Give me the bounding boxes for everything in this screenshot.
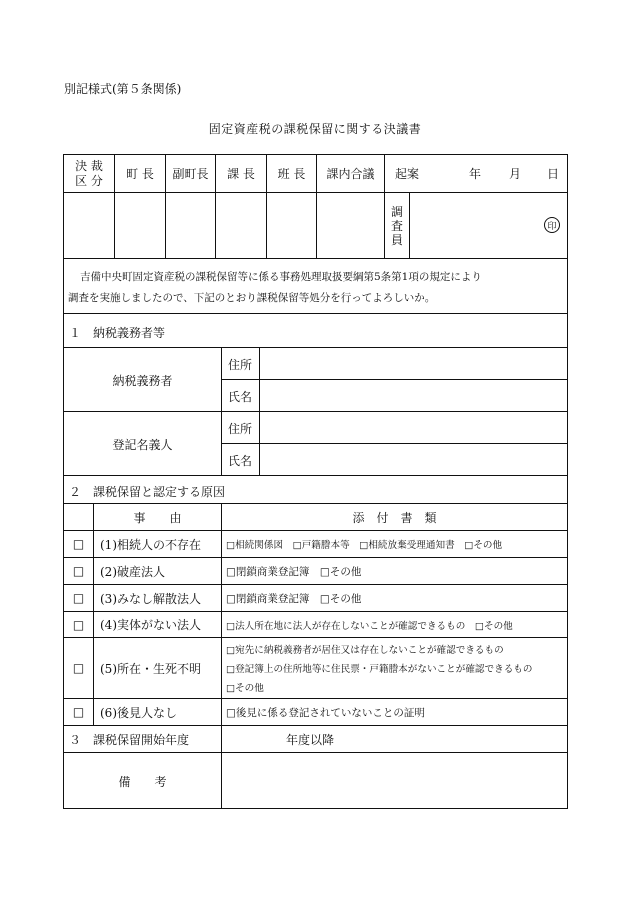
taxpayer-address-field[interactable] bbox=[260, 348, 567, 379]
reason-4-label: (4)実体がない法人 bbox=[93, 612, 221, 637]
mayor-header: 町 長 bbox=[114, 155, 165, 192]
approval-category-cell bbox=[64, 155, 114, 192]
reason-row-5 bbox=[64, 638, 567, 699]
reason-5-docs bbox=[221, 638, 567, 698]
reason-row-1 bbox=[64, 531, 567, 558]
remarks-label: 備 考 bbox=[118, 774, 167, 789]
investigator-char-3: 員 bbox=[390, 232, 403, 247]
investigator-label bbox=[384, 193, 409, 258]
taxpayer-name-label: 氏名 bbox=[228, 390, 253, 404]
reason-6-checkbox[interactable]: □ bbox=[72, 705, 85, 719]
intro-text-row bbox=[64, 259, 567, 314]
reason-row-6 bbox=[64, 699, 567, 726]
reason-5-doc-1[interactable]: □宛先に納税義務者が居住又は存在しないことが確認できるもの bbox=[226, 645, 504, 656]
day-label: 日 bbox=[547, 167, 560, 181]
reason-5-checkbox[interactable]: □ bbox=[72, 661, 85, 675]
reason-4-docs[interactable]: □法人所在地に法人が存在しないことが確認できるもの □その他 bbox=[221, 612, 567, 637]
resolution-form bbox=[63, 154, 568, 809]
reason-6-label: (6)後見人なし bbox=[93, 699, 221, 725]
reason-1-docs[interactable]: □相続関係図 □戸籍謄本等 □相続放棄受理通知書 □その他 bbox=[221, 531, 567, 557]
reason-4-checkbox[interactable]: □ bbox=[72, 617, 85, 632]
reason-3-checkbox[interactable]: □ bbox=[72, 591, 85, 605]
approval-category-label: 決 裁 bbox=[75, 158, 103, 173]
reason-5-label: (5)所在・生死不明 bbox=[93, 638, 221, 698]
document-title: 固定資産税の課税保留に関する決議書 bbox=[208, 122, 422, 136]
checkbox-column-header bbox=[64, 504, 93, 530]
team-leader-signature-box[interactable] bbox=[266, 193, 316, 258]
tax-reservation-start-year-field[interactable]: 年度以降 bbox=[221, 726, 567, 752]
approval-signature-row bbox=[64, 193, 567, 259]
taxpayer-name-field[interactable] bbox=[260, 380, 567, 411]
remarks-row bbox=[64, 753, 567, 809]
seal-mark-icon: 印 bbox=[544, 217, 560, 233]
registrant-address-field[interactable] bbox=[260, 412, 567, 443]
section-2-heading-row bbox=[64, 476, 567, 504]
section-chief-signature-box[interactable] bbox=[215, 193, 266, 258]
taxpayer-label: 納税義務者 bbox=[112, 373, 173, 388]
approval-header-row bbox=[64, 155, 567, 193]
investigator-char-1: 調 bbox=[390, 204, 403, 219]
year-label: 年 bbox=[469, 167, 482, 181]
registrant-label: 登記名義人 bbox=[112, 437, 173, 452]
section-1-body bbox=[64, 348, 567, 476]
section-chief-header: 課 長 bbox=[215, 155, 266, 192]
registrant-name-label: 氏名 bbox=[228, 454, 253, 468]
intro-text-line-2: 調査を実施しましたので、下記のとおり課税保留等処分を行ってよろしいか。 bbox=[68, 292, 436, 304]
section-3-heading: ３ 課税保留開始年度 bbox=[69, 732, 190, 747]
attachments-column-header: 添 付 書 類 bbox=[221, 504, 567, 530]
reason-3-docs[interactable]: □閉鎖商業登記簿 □その他 bbox=[221, 585, 567, 611]
reason-2-label: (2)破産法人 bbox=[93, 558, 221, 584]
reason-2-docs[interactable]: □閉鎖商業登記簿 □その他 bbox=[221, 558, 567, 584]
reason-5-doc-2[interactable]: □登記簿上の住所地等に住民票・戸籍謄本がないことが確認できるもの bbox=[226, 664, 533, 675]
internal-consult-signature-box[interactable] bbox=[316, 193, 384, 258]
draft-label: 起案 bbox=[395, 167, 420, 181]
signature-blank bbox=[64, 193, 114, 258]
draft-date-header bbox=[384, 155, 567, 192]
form-header-label: 別記様式(第５条関係) bbox=[64, 82, 182, 96]
taxpayer-address-label: 住所 bbox=[228, 358, 253, 372]
deputy-mayor-header: 副町長 bbox=[165, 155, 215, 192]
reason-1-label: (1)相続人の不存在 bbox=[93, 531, 221, 557]
registrant-name-field[interactable] bbox=[260, 444, 567, 476]
reason-5-doc-3[interactable]: □その他 bbox=[226, 683, 264, 694]
reason-row-2 bbox=[64, 558, 567, 585]
section-2-column-header bbox=[64, 504, 567, 531]
reason-row-3 bbox=[64, 585, 567, 612]
investigator-char-2: 査 bbox=[390, 218, 403, 233]
registrant-address-label: 住所 bbox=[228, 422, 253, 436]
remarks-field[interactable] bbox=[221, 753, 567, 809]
reason-6-docs[interactable]: □後見に係る登記されていないことの証明 bbox=[221, 699, 567, 725]
reason-column-header: 事 由 bbox=[93, 504, 221, 530]
investigator-signature-box[interactable] bbox=[409, 193, 567, 258]
section-3-row bbox=[64, 726, 567, 753]
section-1-heading-row bbox=[64, 314, 567, 348]
section-2-heading: ２ 課税保留と認定する原因 bbox=[69, 485, 226, 499]
internal-consult-header: 課内合議 bbox=[316, 155, 384, 192]
section-1-heading: １ 納税義務者等 bbox=[69, 326, 166, 340]
approval-category-label-2: 区 分 bbox=[75, 173, 103, 188]
reason-2-checkbox[interactable]: □ bbox=[72, 564, 85, 578]
intro-text-line-1: 吉備中央町固定資産税の課税保留等に係る事務処理取扱要綱第5条第1項の規定により bbox=[80, 271, 482, 283]
reason-row-4 bbox=[64, 612, 567, 638]
reason-1-checkbox[interactable]: □ bbox=[72, 537, 85, 551]
month-label: 月 bbox=[509, 167, 522, 181]
reason-3-label: (3)みなし解散法人 bbox=[93, 585, 221, 611]
mayor-signature-box[interactable] bbox=[114, 193, 165, 258]
deputy-mayor-signature-box[interactable] bbox=[165, 193, 215, 258]
team-leader-header: 班 長 bbox=[266, 155, 316, 192]
